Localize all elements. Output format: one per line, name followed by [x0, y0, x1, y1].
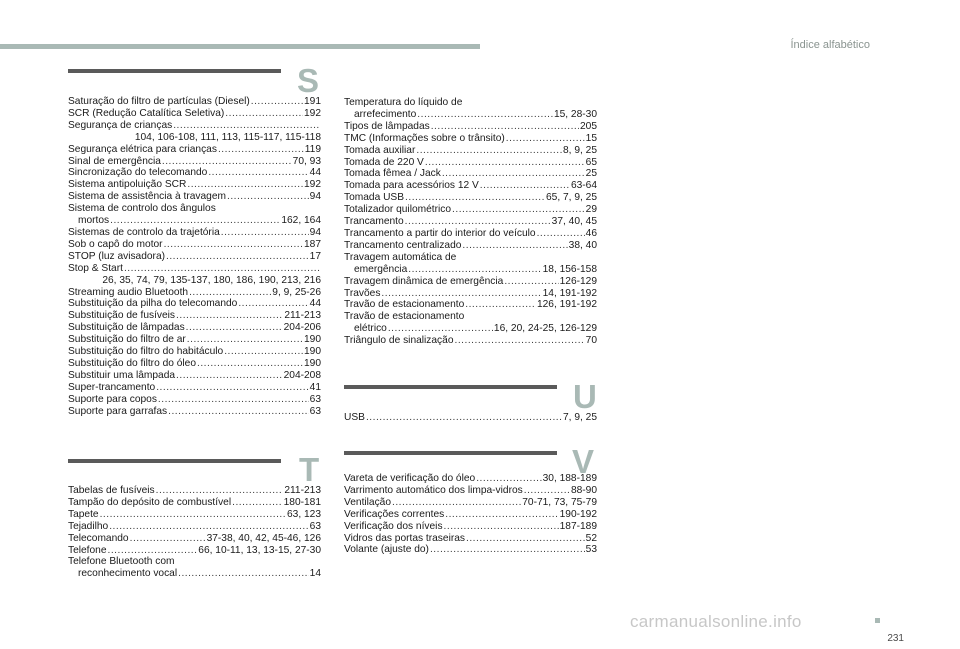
leader-dots — [442, 168, 585, 180]
index-entry — [68, 556, 321, 568]
entry-label: arrefecimento — [354, 108, 417, 120]
index-entry — [68, 191, 321, 203]
index-entry — [344, 228, 597, 240]
entry-label: Travão de estacionamento — [344, 299, 465, 311]
entry-pages: 17 — [309, 250, 321, 262]
entry-label: Sob o capô do motor — [68, 238, 163, 250]
entry-pages: 162, 164 — [281, 215, 321, 227]
entry-pages: 70-71, 73, 75-79 — [522, 496, 597, 508]
leader-dots — [187, 334, 303, 346]
index-entry — [344, 145, 597, 157]
leader-dots — [462, 240, 567, 252]
entry-pages: 15 — [585, 132, 597, 144]
entry-label: elétrico — [354, 323, 387, 335]
entry-pages: 37-38, 40, 42, 45-46, 126 — [206, 532, 321, 544]
leader-dots — [524, 485, 570, 497]
entry-pages: 94 — [309, 226, 321, 238]
leader-dots — [466, 533, 585, 545]
entry-pages: 26, 35, 74, 79, 135-137, 180, 186, 190, 213, 216 — [102, 274, 321, 286]
entry-pages: 44 — [309, 167, 321, 179]
index-entry — [344, 412, 597, 424]
entry-label: Substituição do filtro do óleo — [68, 357, 196, 369]
leader-dots — [166, 251, 309, 263]
entry-label: Trancamento a partir do interior do veículo — [344, 227, 536, 239]
leader-dots — [232, 497, 283, 509]
section-letter-u: U — [573, 378, 597, 415]
leader-dots — [537, 228, 585, 240]
entry-pages: 88-90 — [570, 484, 597, 496]
index-entry — [344, 311, 597, 323]
watermark: carmanualsonline.info — [630, 612, 802, 631]
section-letter-v: V — [572, 443, 595, 480]
leader-dots — [176, 310, 283, 322]
entry-label: SCR (Redução Catalítica Seletiva) — [68, 107, 225, 119]
section-letter-t: T — [299, 451, 320, 488]
leader-dots — [431, 121, 579, 133]
entry-pages: 63 — [309, 520, 321, 532]
index-list-v — [344, 473, 597, 556]
entry-pages: 70 — [585, 335, 597, 347]
entry-pages: 190-192 — [559, 508, 597, 520]
index-entry — [344, 276, 597, 288]
entry-pages: 44 — [309, 298, 321, 310]
entry-label: Verificação dos níveis — [344, 520, 443, 532]
leader-dots — [178, 568, 309, 580]
entry-label: Tomada fêmea / Jack — [344, 168, 441, 180]
entry-pages: 53 — [585, 544, 597, 556]
index-entry — [344, 533, 597, 545]
entry-label: Tipos de lâmpadas — [344, 120, 430, 132]
leader-dots — [124, 263, 320, 275]
entry-label: Tejadilho — [68, 520, 109, 532]
index-entry — [68, 239, 321, 251]
entry-label: Tampão do depósito de combustível — [68, 496, 232, 508]
index-entry — [68, 120, 321, 132]
leader-dots — [173, 120, 320, 132]
index-entry — [68, 358, 321, 370]
index-list-t — [68, 485, 321, 580]
entry-pages: 192 — [304, 179, 321, 191]
entry-pages: 14 — [309, 568, 321, 580]
leader-dots — [405, 216, 551, 228]
entry-label: Sistema de assistência à travagem — [68, 191, 226, 203]
leader-dots — [480, 180, 570, 192]
leader-dots — [108, 545, 198, 557]
entry-label: Sincronização do telecomando — [68, 167, 208, 179]
index-entry — [344, 323, 597, 335]
entry-label: Tabelas de fusíveis — [68, 485, 155, 496]
corner-marker — [875, 618, 880, 623]
leader-dots — [392, 497, 521, 509]
leader-dots — [176, 370, 283, 382]
entry-pages: 38, 40 — [568, 239, 597, 251]
leader-dots — [168, 406, 309, 418]
entry-pages: 18, 156-158 — [542, 263, 597, 275]
index-entry — [68, 263, 321, 275]
leader-dots — [238, 298, 308, 310]
index-entry — [344, 240, 597, 252]
entry-label: Suporte para garrafas — [68, 405, 168, 417]
index-entry — [344, 97, 597, 109]
entry-label: Vidros das portas traseiras — [344, 532, 465, 544]
entry-label: Sistema antipoluição SCR — [68, 179, 187, 191]
entry-pages: 7, 9, 25 — [563, 412, 597, 423]
entry-label: Totalizador quilométrico — [344, 204, 452, 216]
leader-dots — [452, 204, 585, 216]
entry-pages: 180-181 — [283, 496, 321, 508]
index-entry — [344, 180, 597, 192]
page-header-title: Índice alfabético — [790, 39, 870, 51]
entry-label: TMC (Informações sobre o trânsito) — [344, 132, 505, 144]
entry-pages: 205 — [580, 120, 597, 132]
leader-dots — [130, 533, 206, 545]
leader-dots — [417, 109, 553, 121]
leader-dots — [504, 276, 558, 288]
entry-label: Segurança de crianças — [68, 119, 173, 131]
leader-dots — [197, 358, 303, 370]
entry-pages: 37, 40, 45 — [551, 216, 597, 228]
index-entry — [68, 485, 321, 497]
entry-label: Trancamento centralizado — [344, 239, 462, 251]
leader-dots — [455, 335, 585, 347]
leader-dots — [221, 227, 309, 239]
index-entry — [344, 252, 597, 264]
leader-dots — [381, 288, 541, 300]
entry-pages: 41 — [309, 381, 321, 393]
index-entry — [344, 264, 597, 276]
index-entry — [68, 96, 321, 108]
entry-label: Tomada para acessórios 12 V — [344, 180, 479, 192]
entry-pages: 204-208 — [283, 369, 321, 381]
leader-dots — [225, 108, 303, 120]
leader-dots — [425, 157, 585, 169]
entry-pages: 126, 191-192 — [536, 299, 597, 311]
entry-label: USB — [344, 412, 365, 423]
entry-pages: 63-64 — [570, 180, 597, 192]
leader-dots — [476, 473, 541, 485]
leader-dots — [430, 544, 585, 556]
index-entry — [68, 533, 321, 545]
entry-label: Substituição da pilha do telecomando — [68, 298, 238, 310]
entry-label: Ventilação — [344, 496, 392, 508]
index-entry — [344, 216, 597, 228]
entry-label: Substituição de fusíveis — [68, 310, 176, 322]
header-bar — [0, 44, 480, 49]
entry-label: Super-trancamento — [68, 381, 156, 393]
leader-dots — [227, 191, 309, 203]
leader-dots — [405, 192, 545, 204]
leader-dots — [366, 412, 562, 424]
entry-label: Tapete — [68, 508, 99, 520]
index-entry — [68, 521, 321, 533]
section-rule-s — [68, 69, 281, 73]
entry-label: Tomada auxiliar — [344, 144, 416, 156]
entry-label: Telefone Bluetooth com — [68, 556, 175, 568]
entry-label: Volante (ajuste do) — [344, 544, 429, 556]
entry-label: Substituição de lâmpadas — [68, 322, 185, 334]
leader-dots — [164, 239, 303, 251]
index-entry — [344, 544, 597, 556]
leader-dots — [218, 144, 304, 156]
index-entry — [68, 310, 321, 322]
index-entry — [344, 485, 597, 497]
index-entry — [344, 473, 597, 485]
entry-pages: 94 — [309, 191, 321, 203]
index-entry — [68, 497, 321, 509]
entry-pages: 63 — [309, 393, 321, 405]
entry-pages: 8, 9, 25 — [563, 144, 597, 156]
index-entry — [68, 156, 321, 168]
index-entry — [344, 335, 597, 347]
entry-pages: 119 — [304, 143, 321, 155]
entry-label: Suporte para copos — [68, 393, 157, 405]
entry-label: mortos — [78, 215, 110, 227]
entry-label: Streaming audio Bluetooth — [68, 286, 189, 298]
entry-pages: 16, 20, 24-25, 126-129 — [493, 323, 597, 335]
entry-label: Substituição do filtro do habitáculo — [68, 346, 224, 358]
entry-pages: 204-206 — [283, 322, 321, 334]
entry-pages: 211-213 — [284, 310, 321, 322]
leader-dots — [187, 179, 303, 191]
entry-label: Telecomando — [68, 532, 129, 544]
entry-label: Triângulo de sinalização — [344, 335, 454, 347]
entry-label: Substituição do filtro de ar — [68, 334, 186, 346]
index-entry — [344, 204, 597, 216]
entry-pages: 190 — [304, 334, 321, 346]
leader-dots — [465, 299, 536, 311]
index-entry — [68, 509, 321, 521]
entry-pages: 29 — [585, 204, 597, 216]
index-entry — [68, 568, 321, 580]
entry-label: Telefone — [68, 544, 107, 556]
leader-dots — [208, 167, 308, 179]
section-letter-s: S — [297, 62, 320, 99]
entry-pages: 65 — [585, 156, 597, 168]
index-entry — [68, 406, 321, 418]
entry-pages: 190 — [304, 346, 321, 358]
index-entry — [68, 108, 321, 120]
index-entry — [68, 144, 321, 156]
index-entry — [68, 394, 321, 406]
index-entry — [68, 132, 321, 144]
index-list-t-continued — [344, 97, 597, 347]
entry-label: emergência — [354, 263, 408, 275]
entry-label: Sistema de controlo dos ângulos — [68, 203, 216, 215]
entry-pages: 191 — [304, 96, 321, 107]
entry-pages: 65, 7, 9, 25 — [546, 192, 597, 204]
entry-pages: 104, 106-108, 111, 113, 115-117, 115-118 — [134, 131, 321, 143]
index-entry — [68, 298, 321, 310]
entry-label: Sistemas de controlo da trajetória — [68, 226, 220, 238]
entry-pages: 30, 188-189 — [542, 473, 597, 484]
leader-dots — [388, 323, 493, 335]
index-entry — [344, 121, 597, 133]
section-rule-v — [344, 451, 557, 455]
entry-pages: 187-189 — [559, 520, 597, 532]
entry-pages: 15, 28-30 — [553, 108, 597, 120]
entry-pages: 9, 9, 25-26 — [272, 286, 321, 298]
section-rule-u — [344, 385, 557, 389]
entry-pages: 192 — [304, 107, 321, 119]
leader-dots — [110, 215, 280, 227]
leader-dots — [445, 509, 558, 521]
entry-pages: 63, 123 — [287, 508, 321, 520]
leader-dots — [251, 96, 303, 108]
leader-dots — [408, 264, 541, 276]
entry-pages: 63 — [309, 405, 321, 417]
index-entry — [344, 133, 597, 145]
leader-dots — [162, 156, 292, 168]
entry-pages: 70, 93 — [292, 155, 321, 167]
entry-pages: 66, 10-11, 13, 13-15, 27-30 — [198, 544, 321, 556]
entry-label: Varrimento automático dos limpa-vidros — [344, 484, 523, 496]
index-entry — [68, 251, 321, 263]
index-entry — [68, 334, 321, 346]
entry-label: Stop & Start — [68, 262, 123, 274]
entry-pages: 52 — [585, 532, 597, 544]
entry-pages: 46 — [585, 227, 597, 239]
index-entry — [68, 203, 321, 215]
index-list-s — [68, 96, 321, 417]
leader-dots — [109, 521, 308, 533]
index-entry — [68, 346, 321, 358]
entry-label: Sinal de emergência — [68, 155, 161, 167]
entry-label: Tomada de 220 V — [344, 156, 424, 168]
index-entry — [344, 299, 597, 311]
entry-pages: 190 — [304, 357, 321, 369]
leader-dots — [156, 485, 284, 497]
entry-pages: 126-129 — [559, 275, 597, 287]
index-entry — [68, 275, 321, 287]
index-entry — [344, 192, 597, 204]
entry-pages: 25 — [585, 168, 597, 180]
entry-label: Verificações correntes — [344, 508, 445, 520]
entry-label: Trancamento — [344, 216, 404, 228]
index-entry — [68, 227, 321, 239]
leader-dots — [100, 509, 286, 521]
leader-dots — [186, 322, 283, 334]
index-entry — [68, 382, 321, 394]
entry-label: Saturação do filtro de partículas (Diesel) — [68, 96, 250, 107]
index-entry — [68, 545, 321, 557]
entry-label: Substituir uma lâmpada — [68, 369, 176, 381]
index-entry — [68, 370, 321, 382]
index-entry — [68, 322, 321, 334]
index-entry — [68, 287, 321, 299]
leader-dots — [224, 346, 303, 358]
entry-pages: 14, 191-192 — [542, 287, 597, 299]
leader-dots — [156, 382, 308, 394]
entry-label: Travão de estacionamento — [344, 311, 465, 323]
leader-dots — [189, 287, 271, 299]
index-entry — [344, 109, 597, 121]
leader-dots — [444, 521, 559, 533]
entry-pages: 187 — [304, 238, 321, 250]
leader-dots — [506, 133, 585, 145]
entry-label: Tomada USB — [344, 192, 405, 204]
entry-label: Temperatura do líquido de — [344, 97, 463, 108]
index-entry — [68, 215, 321, 227]
index-entry — [68, 179, 321, 191]
entry-label: Vareta de verificação do óleo — [344, 473, 476, 484]
entry-label: reconhecimento vocal — [78, 568, 178, 580]
index-entry — [68, 167, 321, 179]
index-entry — [344, 497, 597, 509]
section-rule-t — [68, 459, 281, 463]
index-entry — [344, 521, 597, 533]
index-entry — [344, 288, 597, 300]
leader-dots — [158, 394, 309, 406]
entry-label: Segurança elétrica para crianças — [68, 143, 217, 155]
index-list-u — [344, 412, 597, 424]
index-entry — [344, 157, 597, 169]
index-entry — [344, 168, 597, 180]
index-entry — [344, 509, 597, 521]
entry-label: Travões — [344, 287, 381, 299]
entry-label: STOP (luz avisadora) — [68, 250, 166, 262]
entry-label: Travagem automática de — [344, 251, 457, 263]
entry-pages: 211-213 — [284, 485, 321, 496]
entry-label: Travagem dinâmica de emergência — [344, 275, 504, 287]
leader-dots — [416, 145, 562, 157]
page-number: 231 — [887, 633, 904, 644]
